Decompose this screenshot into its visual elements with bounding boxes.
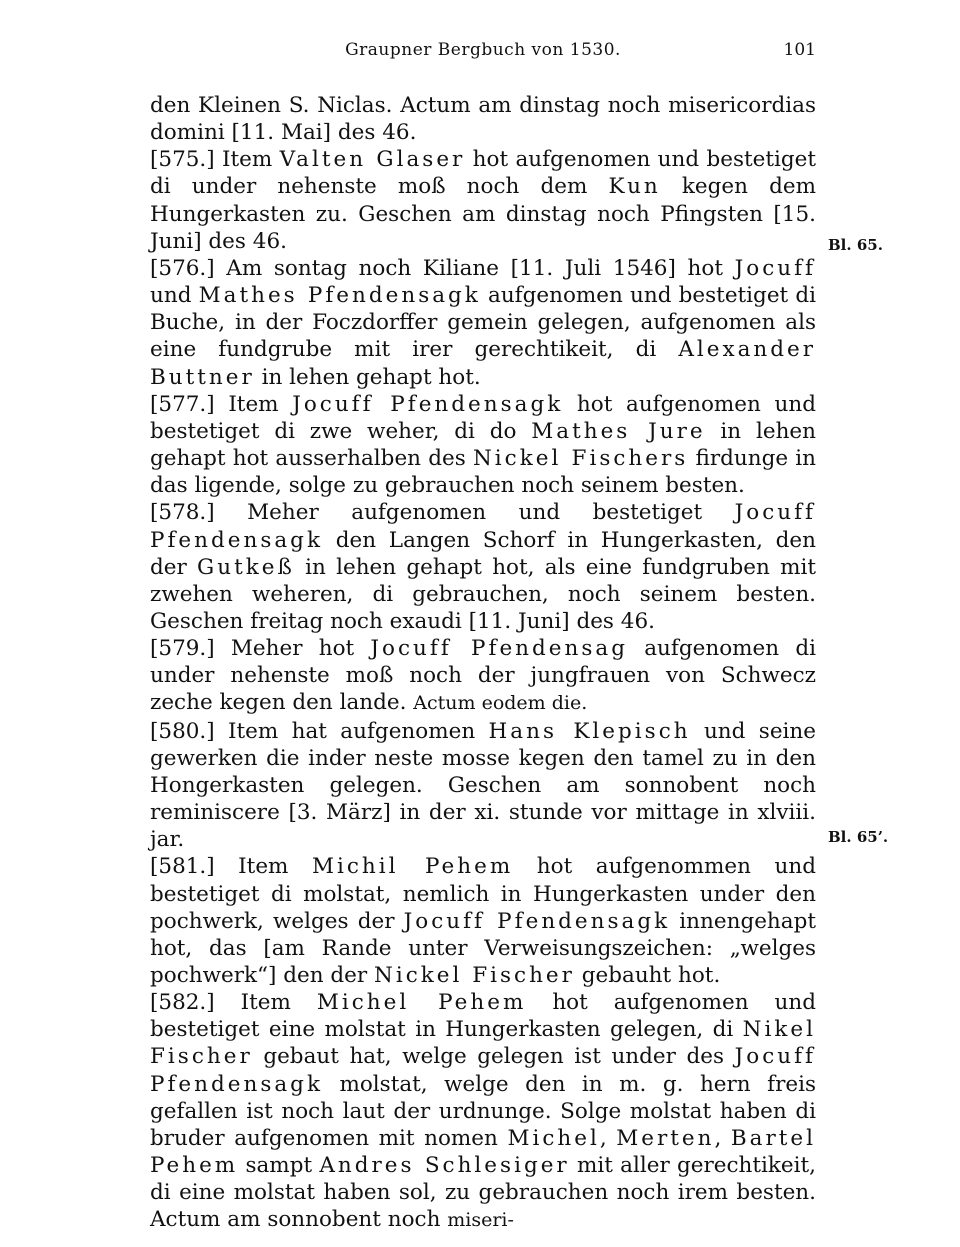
paragraph-581: [581.] Item Michil Pehem hot aufgenommen und bestetiget di molstat, nemlich in Hungerkasten under den pochwerk, welges der Jocuff Pfendensagk innengehapt hot, das [am Rande unter Verweisungszeichen: „welges pochwerk“] den der Nickel Fischer gebauht hot. [150, 854, 817, 988]
person-name: Bartel Pehem [150, 1125, 817, 1179]
paragraph-576: [576.] Am sontag noch Kiliane [11. Juli 1546] hot Jocuff und Mathes Pfendensagk aufgenomen und bestetiget di Buche, in der Foczdorffer gemein gelegen, aufgenomen als eine fundgrube mit irer gerechtikeit, di Alexander Buttner in lehen gehapt hot. [150, 255, 816, 390]
latin-phrase: Actum eodem die. [413, 692, 588, 715]
person-name: Andres Schlesiger [319, 1153, 570, 1179]
person-name: Michel [507, 1125, 600, 1151]
paragraph-577: [577.] Item Jocuff Pfendensagk hot aufgenomen und bestetiget di zwe weher, di do Mathes Jure in lehen gehapt hot ausserhalben des Nickel Fischers firdunge in das ligende, solge zu gebrauchen noch seinem besten. [150, 391, 817, 499]
paragraph-579: [579.] Meher hot Jocuff Pfendensag aufgenomen di under nehenste moß noch der jungfrauen von Schwecz zeche kegen den lande. Actum eodem die. [150, 636, 816, 716]
person-name: Jocuff Pfendensagk [292, 391, 564, 417]
person-name: Nickel Fischer [374, 963, 575, 988]
person-name: Jocuff [734, 255, 816, 281]
person-name: Alexander Buttner [150, 337, 816, 390]
person-name: Hans Klepisch [488, 718, 691, 744]
person-name: Merten [616, 1125, 715, 1151]
person-name: Kun [608, 174, 661, 200]
paragraph-578: [578.] Meher aufgenomen und bestetiget Jocuff Pfendensagk den Langen Schorf in Hungerkasten, den der Gutkeß in lehen gehapt hot, als eine fundgruben mit zwehen weheren, di gebrauchen, noch seinem besten. Geschen freitag noch exaudi [11. Juni] des 46. [150, 500, 816, 634]
person-name: Mathes Pfendensagk [198, 283, 481, 309]
person-name: Jocuff Pfendensag [370, 636, 628, 662]
running-header [150, 40, 816, 70]
paragraph-intro: den Kleinen S. Niclas. Actum am dinstag noch misericordias domini [11. Mai] des 46. [150, 93, 816, 146]
person-name: Mathes Jure [531, 418, 706, 444]
running-title: Graupner Bergbuch von 1530. [345, 40, 621, 60]
person-name: Jocuff Pfendensagk [403, 908, 671, 934]
latin-phrase: miseri- [447, 1209, 514, 1232]
person-name: Michil Pehem [311, 854, 514, 880]
paragraph-582: [582.] Item Michel Pehem hot aufgenomen und bestetiget eine molstat in Hungerkasten gelegen, di Nikel Fischer gebaut hat, welge gelegen ist under des Jocuff Pfendensagk molstat, welge den in m. g. hern freis gefallen ist noch laut der urdnunge. Solge molstat haben di bruder aufgenomen mit nomen Michel, Merten, Bartel Pehem sampt Andres Schlesiger mit aller gerechtikeit, di eine molstat haben sol, zu gebrauchen noch irem besten. Actum am sonnobent noch miseri- [150, 990, 817, 1233]
person-name: Jocuff Pfendensagk [150, 1044, 816, 1097]
page-number: 101 [783, 40, 816, 60]
margin-note-folio-65: Bl. 65. [828, 236, 883, 254]
person-name: Michel Pehem [316, 990, 527, 1016]
main-text [150, 92, 816, 1235]
paragraph-580: [580.] Item hat aufgenomen Hans Klepisch und seine gewerken die inder neste mosse kegen den tamel zu in den Hongerkasten gelegen. Geschen am sonnobent noch reminiscere [3. März] in der xi. stunde vor mittage in xlviii. jar. [150, 718, 816, 853]
person-name: Jocuff Pfendensagk [150, 500, 816, 553]
paragraph-575: [575.] Item Valten Glaser hot aufgenomen und bestetiget di under nehenste moß noch dem Kun kegen dem Hungerkasten zu. Geschen am dinstag noch Pfingsten [15. Juni] des 46. [150, 147, 817, 254]
person-name: Nikel Fischer [150, 1017, 816, 1070]
person-name: Nickel Fischers [472, 446, 689, 472]
person-name: Valten Glaser [279, 147, 466, 173]
person-name: Gutkeß [197, 554, 295, 580]
margin-note-folio-65-verso: Bl. 65’. [828, 828, 889, 846]
